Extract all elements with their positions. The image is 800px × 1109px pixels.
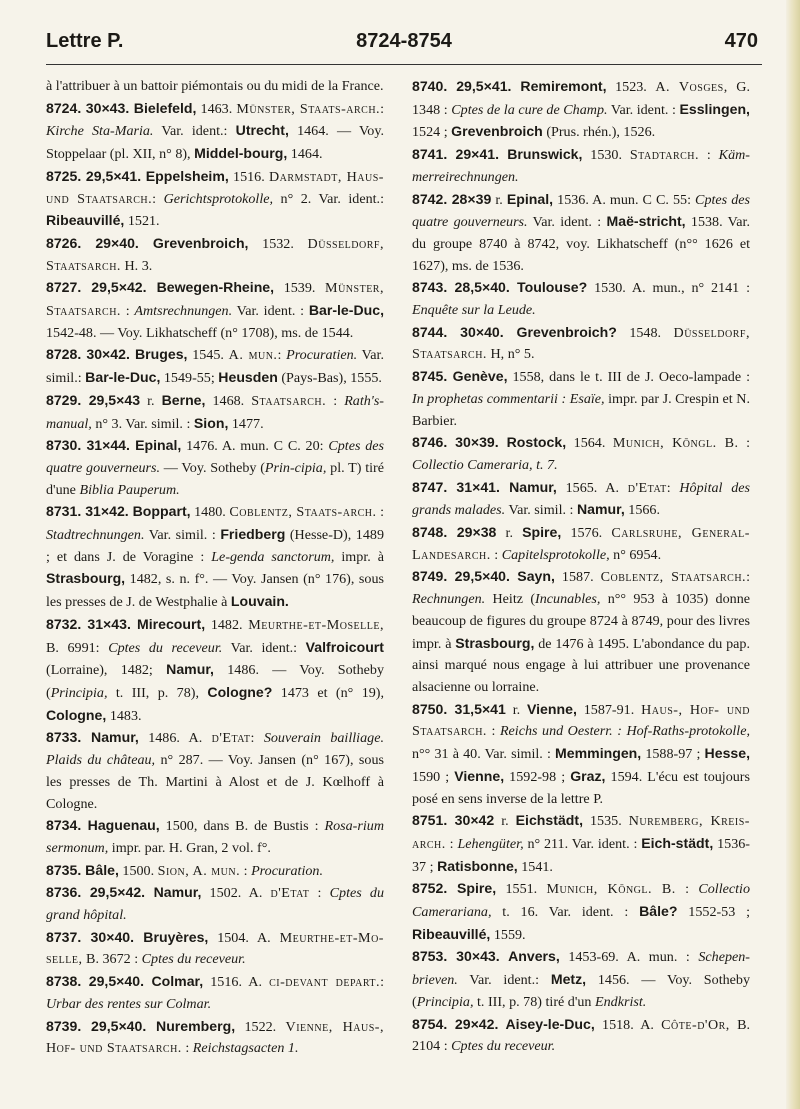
entry-bold-text: Hesse, bbox=[704, 745, 750, 762]
entry-smallcaps-text: Stadtarch. bbox=[629, 147, 700, 164]
entry-text: r. bbox=[505, 701, 527, 718]
entry-bold-text: 8731. 31×42. Boppart, bbox=[46, 503, 191, 520]
entry-text: 1523. bbox=[606, 79, 656, 95]
entry-text: (Hesse-D), 1489 ; et dans J. de Voragine : bbox=[46, 527, 384, 565]
entry-bold-text: Eich-städt, bbox=[641, 834, 714, 851]
entry-text: 1486. A. bbox=[138, 730, 212, 747]
entry-text: Var. ident. : bbox=[232, 303, 309, 320]
entry-text: Heitz ( bbox=[485, 591, 536, 608]
entry-italic-text: Collectio Camerariana, bbox=[412, 881, 751, 921]
entry-text: : bbox=[380, 100, 385, 117]
entry-bold-text: Cologne? bbox=[207, 683, 273, 700]
entry-text: 1559. bbox=[490, 926, 526, 943]
right-column bbox=[412, 76, 750, 1058]
entry-italic-text: Biblia Pauperum. bbox=[79, 481, 180, 498]
entry-text: 1587-91. bbox=[576, 701, 642, 718]
catalogue-entry bbox=[46, 927, 384, 971]
entry-text: n° 3. Var. simil. : bbox=[91, 415, 194, 432]
entry-bold-text: Epinal, bbox=[506, 190, 554, 207]
entry-text: 1468. bbox=[205, 392, 252, 409]
catalogue-entry bbox=[412, 477, 750, 522]
entry-smallcaps-text: Coblentz, Staatsarch. bbox=[600, 569, 747, 586]
entry-bold-text: 8725. 29,5×41. Eppelsheim, bbox=[46, 167, 229, 184]
entry-text: 1552-53 ; bbox=[677, 904, 750, 921]
entry-text: impr. par. H. Gran, 2 vol. f°. bbox=[108, 839, 271, 856]
entry-smallcaps-text: Vienne, Haus-, Hof- und Staatsarch. bbox=[46, 1018, 384, 1057]
entry-text: n° 211. Var. ident. : bbox=[523, 835, 642, 852]
entry-bold-text: Maë-stricht, bbox=[606, 213, 686, 230]
catalogue-entry bbox=[46, 614, 384, 728]
entry-text: : bbox=[250, 730, 264, 747]
entry-italic-text: Cptes du grand hôpital. bbox=[46, 885, 384, 924]
entry-text: t. III, p. 78), bbox=[107, 684, 208, 701]
entry-bold-text: Sion, bbox=[193, 414, 229, 431]
entry-bold-text: 8727. 29,5×42. Bewegen-Rheine, bbox=[46, 279, 275, 296]
entry-italic-text: Cptes de la cure de Champ. bbox=[451, 101, 608, 118]
entry-bold-text: Strasbourg, bbox=[455, 634, 535, 651]
catalogue-entry bbox=[412, 76, 750, 144]
entry-text: Var. simil. : bbox=[144, 527, 221, 544]
entry-text: t. 16. Var. ident. : bbox=[491, 904, 640, 921]
entry-text: Var. ident.: bbox=[457, 972, 551, 989]
entry-bold-text: Grevenbroich bbox=[451, 123, 543, 140]
entry-smallcaps-text: Munich, Kōngl. B. bbox=[612, 435, 739, 452]
entry-italic-text: Enquête sur la Leude. bbox=[412, 302, 536, 319]
entry-smallcaps-text: d'Etat bbox=[211, 730, 251, 747]
entry-text: 1524 ; bbox=[412, 124, 452, 141]
entry-bold-text: 8737. 30×40. Bruyères, bbox=[46, 928, 209, 945]
entry-bold-text: 8745. Genève, bbox=[412, 368, 508, 385]
entry-text: 1541. bbox=[517, 858, 553, 875]
entry-text: 1476. A. mun. C C. 20: bbox=[181, 438, 329, 455]
entry-bold-text: 8741. 29×41. Brunswick, bbox=[412, 146, 583, 163]
entry-italic-text: Collectio Cameraria, t. 7. bbox=[412, 456, 558, 473]
entry-text: 1545. bbox=[187, 347, 229, 364]
entry-bold-text: 8732. 31×43. Mirecourt, bbox=[46, 615, 206, 632]
entry-text: (Pays-Bas), 1555. bbox=[277, 370, 382, 387]
entry-text: 1530. A. mun., n° 2141 : bbox=[587, 280, 750, 297]
entry-bold-text: Friedberg bbox=[220, 526, 286, 543]
entry-text: 1594. L'écu est toujours posé en sens inverse de la lettre P. bbox=[412, 768, 750, 807]
entry-bold-text: 8724. 30×43. Bielefeld, bbox=[46, 99, 197, 116]
entry-smallcaps-text: Haus-, Hof- und Staatsarch. bbox=[412, 701, 750, 740]
entry-italic-text: In prophetas commentarii : Esaïe, bbox=[412, 390, 605, 407]
catalogue-entry bbox=[46, 727, 384, 815]
page-edge bbox=[786, 0, 800, 1109]
entry-smallcaps-text: Sion, A. mun. bbox=[157, 862, 241, 879]
entry-italic-text: Prin-cipia, bbox=[264, 459, 327, 476]
entry-text: 1521. bbox=[124, 213, 160, 230]
entry-bold-text: Graz, bbox=[570, 767, 606, 784]
entry-bold-text: Metz, bbox=[550, 971, 587, 988]
entry-text: 1483. bbox=[106, 707, 142, 724]
entry-bold-text: 8750. 31,5×41 bbox=[412, 700, 506, 717]
entry-text: : bbox=[445, 835, 458, 852]
entry-text: n°° 953 à 1035) donne beaucoup de figures du groupe 8724 à 8749, pour des livres impr. à bbox=[412, 591, 751, 652]
entry-text: 1530. bbox=[582, 147, 630, 164]
entry-text: r. bbox=[494, 813, 516, 830]
entry-bold-text: Memmingen, bbox=[555, 745, 642, 762]
entry-text: 1587. bbox=[554, 569, 601, 586]
entry-text: 1453-69. A. mun. : bbox=[559, 949, 699, 966]
entry-text: 1464. — Voy. Stoppelaar (pl. XII, n° 8), bbox=[46, 123, 385, 163]
entry-text: 1539. bbox=[274, 280, 326, 297]
entry-text: 1532. bbox=[248, 235, 308, 252]
entry-smallcaps-text: Meurthe-et-Moselle, bbox=[248, 616, 384, 633]
entry-bold-text: 8738. 29,5×40. Colmar, bbox=[46, 973, 204, 990]
entry-bold-text: Vienne, bbox=[527, 700, 577, 717]
catalogue-entry bbox=[46, 233, 384, 277]
entry-continuation bbox=[46, 76, 384, 98]
entry-smallcaps-text: d'Etat bbox=[270, 885, 310, 902]
entry-text: : bbox=[675, 881, 699, 898]
entry-text: B. 3672 : bbox=[82, 951, 142, 968]
entry-smallcaps-text: Düsseldorf, Staatsarch. bbox=[46, 235, 384, 274]
entry-text: de 1476 à 1495. L'abondance du pap. ainsi marqué nous engage à lui attribuer une provenance alsacienne ou lorraine. bbox=[412, 635, 750, 695]
entry-italic-text: Rosa-rium sermonum, bbox=[46, 818, 384, 856]
entry-bold-text: Namur, bbox=[166, 661, 214, 678]
entry-smallcaps-text: Munich, Kōngl. B. bbox=[546, 881, 676, 898]
catalogue-entry bbox=[412, 432, 750, 476]
entry-bold-text: 8726. 29×40. Grevenbroich, bbox=[46, 234, 249, 251]
entry-italic-text: Rechnungen. bbox=[412, 591, 486, 608]
entry-text: : bbox=[486, 723, 500, 740]
entry-bold-text: 8729. 29,5×43 bbox=[46, 391, 141, 408]
catalogue-entry bbox=[412, 322, 750, 366]
entry-text: Var. simil. : bbox=[505, 502, 577, 519]
entry-italic-text: Cptes des quatre gouverneurs. bbox=[46, 438, 384, 476]
entry-italic-text: Cptes du receveur. bbox=[108, 639, 223, 656]
entry-text: 1592-98 ; bbox=[504, 768, 571, 785]
entry-bold-text: 8736. 29,5×42. Namur, bbox=[46, 884, 202, 901]
entry-text: G. 1348 : bbox=[412, 79, 750, 118]
entry-text: 1516. bbox=[228, 168, 269, 185]
entry-text: : bbox=[380, 974, 384, 991]
entry-italic-text: Hôpital des grands malades. bbox=[412, 479, 750, 519]
entry-text: 1477. bbox=[228, 415, 264, 432]
entry-text: 1500. bbox=[118, 862, 158, 879]
entry-text: 1551. bbox=[496, 881, 547, 898]
entry-smallcaps-text: Staatsarch. bbox=[251, 392, 327, 409]
entry-text: : bbox=[152, 190, 164, 207]
entry-bold-text: 8739. 29,5×40. Nuremberg, bbox=[46, 1017, 236, 1034]
entry-italic-text: Le-genda sanctorum, bbox=[211, 548, 335, 565]
entry-bold-text: Eichstädt, bbox=[515, 812, 584, 829]
entry-text: — Voy. Sotheby ( bbox=[160, 459, 265, 476]
entry-text: 1518. A. bbox=[594, 1016, 662, 1033]
entry-smallcaps-text: Meurthe-et-Mo-selle, bbox=[46, 929, 384, 968]
page-number: 470 bbox=[724, 30, 758, 52]
entry-smallcaps-text: Münster, Staats-arch. bbox=[236, 100, 381, 117]
catalogue-entry bbox=[412, 946, 750, 1013]
entry-smallcaps-text: Darmstadt, Haus- und Staatsarch. bbox=[46, 168, 384, 207]
entry-text: Var. ident. : bbox=[527, 214, 607, 231]
entry-text: : bbox=[490, 546, 502, 563]
entry-text: 1538. Var. du groupe 8740 à 8742, voy. Likhatscheff (n°° 1626 et 1627), ms. de 1536. bbox=[412, 214, 750, 274]
entry-text: H. 3. bbox=[120, 257, 153, 274]
entry-bold-text: Bar-le-Duc, bbox=[85, 369, 161, 386]
entry-text: à l'attribuer à un battoir piémontais ou du midi de la France. bbox=[46, 78, 384, 94]
entry-text: 1486. — Voy. Sotheby ( bbox=[46, 662, 384, 701]
entry-text: 1464. bbox=[287, 146, 323, 163]
entry-smallcaps-text: Nuremberg, Kreis-arch. bbox=[412, 813, 750, 852]
entry-bold-text: Strasbourg, bbox=[46, 570, 126, 587]
catalogue-entry bbox=[46, 860, 384, 883]
entry-italic-text: Cptes du receveur. bbox=[141, 951, 246, 968]
entry-italic-text: Urbar des rentes sur Colmar. bbox=[46, 995, 212, 1012]
entry-italic-text: Reichs und Oesterr. : Hof-Raths-protokolle, bbox=[499, 723, 751, 740]
entry-bold-text: Esslingen, bbox=[679, 100, 750, 117]
entry-text: : bbox=[309, 885, 330, 902]
entry-italic-text: Principia, bbox=[416, 993, 474, 1010]
entry-bold-text: 8747. 31×41. Namur, bbox=[412, 478, 557, 495]
entry-bold-text: Vienne, bbox=[454, 767, 505, 784]
catalogue-entry bbox=[46, 98, 384, 166]
entry-bold-text: Ratisbonne, bbox=[437, 857, 518, 874]
catalogue-entry bbox=[46, 435, 384, 501]
catalogue-entry bbox=[412, 366, 750, 432]
entry-bold-text: Bâle? bbox=[639, 903, 678, 920]
entry-text: 1480. bbox=[190, 504, 230, 521]
entry-bold-text: Heusden bbox=[218, 369, 278, 386]
entry-text: 1482, s. n. f°. — Voy. Jansen (n° 176), sous les presses de J. de Westphalie à bbox=[46, 571, 384, 611]
entry-bold-text: Valfroicourt bbox=[305, 638, 384, 655]
catalogue-entry bbox=[46, 815, 384, 859]
left-column bbox=[46, 76, 384, 1060]
entry-text: : bbox=[666, 479, 680, 496]
entry-text: : bbox=[699, 147, 719, 164]
entry-text: 1535. bbox=[583, 813, 629, 830]
entry-italic-text: Stadtrechnungen. bbox=[46, 527, 145, 544]
entry-text: r. bbox=[491, 191, 507, 208]
entry-text: 1558, dans le t. III de J. Oeco-lampade : bbox=[507, 369, 751, 386]
entry-bold-text: 8752. Spire, bbox=[412, 880, 497, 897]
entry-italic-text: Procuration. bbox=[251, 862, 323, 879]
entry-bold-text: Ribeauvillé, bbox=[46, 212, 125, 229]
entry-bold-text: 8746. 30×39. Rostock, bbox=[412, 434, 567, 451]
entry-bold-text: 8743. 28,5×40. Toulouse? bbox=[412, 279, 588, 296]
entry-text: 1456. — Voy. Sotheby ( bbox=[412, 972, 751, 1010]
entry-text: n° 6954. bbox=[609, 546, 662, 563]
catalogue-entry bbox=[412, 810, 750, 878]
entry-text: : bbox=[746, 569, 750, 586]
entry-bold-text: 8753. 30×43. Anvers, bbox=[412, 948, 560, 965]
entry-smallcaps-text: Coblentz, Staats-arch. bbox=[229, 504, 377, 521]
entry-text: 1565. A. bbox=[556, 479, 628, 496]
entry-text: : bbox=[277, 347, 287, 364]
entry-italic-text: Amtsrechnungen. bbox=[134, 303, 233, 320]
catalogue-entry bbox=[46, 882, 384, 926]
catalogue-entry bbox=[412, 878, 750, 946]
entry-smallcaps-text: Côte-d'Or, bbox=[661, 1016, 730, 1033]
catalogue-entry bbox=[412, 277, 750, 321]
entry-smallcaps-text: A. mun. bbox=[228, 347, 278, 364]
entry-text: 1536. A. mun. C C. 55: bbox=[553, 191, 696, 208]
entry-text: (Prus. rhén.), 1526. bbox=[542, 124, 656, 141]
entry-bold-text: 8730. 31×44. Epinal, bbox=[46, 437, 182, 454]
entry-text: 1576. bbox=[561, 525, 612, 542]
entry-text: pl. T) tiré d'une bbox=[46, 459, 384, 498]
entry-italic-text: Cptes du receveur. bbox=[451, 1038, 556, 1055]
header-entry-range: 8724-8754 bbox=[356, 30, 452, 52]
entry-text: 1588-97 ; bbox=[641, 746, 705, 763]
entry-bold-text: Berne, bbox=[161, 391, 206, 408]
entry-italic-text: Endkrist. bbox=[595, 993, 647, 1010]
entry-italic-text: Käm-merreirechnungen. bbox=[412, 147, 750, 185]
entry-bold-text: 8734. Haguenau, bbox=[46, 817, 160, 834]
entry-bold-text: Utrecht, bbox=[235, 122, 289, 139]
entry-italic-text: Incunables, bbox=[535, 591, 601, 608]
entry-text: : bbox=[181, 1040, 193, 1057]
entry-text: 1473 et (n° 19), bbox=[272, 684, 385, 701]
entry-text: B. 2104 : bbox=[412, 1016, 750, 1055]
entry-text: 1590 ; bbox=[412, 768, 455, 785]
catalogue-entry bbox=[412, 566, 750, 698]
entry-text: n° 287. — Voy. Jansen (n° 167), sous les presses de Th. Martini à Alost et de J. Kœlhoff à Cologne. bbox=[46, 752, 384, 812]
entry-smallcaps-text: ci-devant depart. bbox=[269, 974, 381, 991]
entry-bold-text: 8754. 29×42. Aisey-le-Duc, bbox=[412, 1015, 595, 1032]
catalogue-entry bbox=[412, 699, 750, 811]
entry-bold-text: 8751. 30×42 bbox=[412, 812, 495, 829]
catalogue-entry bbox=[412, 1014, 750, 1058]
entry-text: 1566. bbox=[624, 502, 660, 519]
entry-text: : bbox=[738, 435, 750, 452]
catalogue-entry bbox=[412, 522, 750, 566]
entry-italic-text: Capitelsprotokolle, bbox=[501, 546, 610, 563]
entry-italic-text: Schepen-brieven. bbox=[412, 949, 750, 989]
entry-italic-text: Procuratien. bbox=[286, 347, 358, 364]
entry-italic-text: Reichstagsacten 1. bbox=[192, 1040, 299, 1057]
entry-bold-text: Middel-bourg, bbox=[194, 145, 288, 162]
entry-text: n° 2. Var. ident.: bbox=[273, 190, 384, 207]
entry-text: 1542-48. — Voy. Likhatscheff (n° 1708), ms. de 1544. bbox=[46, 324, 354, 341]
header-rule bbox=[46, 64, 762, 65]
entry-text: 1463. bbox=[196, 100, 237, 117]
entry-text: : bbox=[240, 862, 252, 879]
entry-bold-text: 8742. 28×39 bbox=[412, 190, 492, 207]
entry-smallcaps-text: Münster, Staatsarch. bbox=[46, 280, 384, 320]
catalogue-entry bbox=[46, 277, 384, 344]
entry-text: : bbox=[326, 392, 345, 409]
entry-text: : bbox=[376, 504, 384, 521]
entry-text: 1522. bbox=[235, 1018, 286, 1035]
entry-italic-text: Gerichtsprotokolle, bbox=[163, 190, 274, 207]
catalogue-entry bbox=[46, 390, 384, 435]
catalogue-entry bbox=[412, 144, 750, 188]
entry-italic-text: Cptes des quatre gouverneurs. bbox=[412, 191, 750, 231]
entry-text: r. bbox=[496, 525, 523, 542]
entry-text: H, n° 5. bbox=[486, 346, 535, 363]
entry-text: (Lorraine), 1482; bbox=[46, 662, 167, 679]
entry-bold-text: Namur, bbox=[576, 501, 625, 518]
entry-text: Var. ident.: bbox=[222, 639, 306, 656]
entry-bold-text: 8748. 29×38 bbox=[412, 524, 497, 541]
entry-bold-text: 8744. 30×40. Grevenbroich? bbox=[412, 323, 617, 340]
entry-smallcaps-text: d'Etat bbox=[627, 479, 667, 496]
entry-text: : bbox=[120, 303, 135, 320]
entry-smallcaps-text: Carlsruhe, General-Landesarch. bbox=[412, 525, 750, 563]
entry-text: 1516. A. bbox=[203, 974, 270, 991]
entry-text: 1549-55; bbox=[160, 370, 219, 387]
entry-text: impr. par J. Crespin et N. Barbier. bbox=[412, 390, 750, 429]
entry-italic-text: Souverain bailliage. Plaids du château, bbox=[46, 730, 384, 769]
entry-text: 1564. bbox=[566, 435, 613, 452]
entry-text: n°° 31 à 40. Var. simil. : bbox=[412, 746, 556, 763]
entry-text: 1536-37 ; bbox=[412, 835, 750, 875]
entry-text: Var. ident. : bbox=[607, 101, 680, 118]
entry-bold-text: 8728. 30×42. Bruges, bbox=[46, 346, 188, 363]
entry-text: Var. simil.: bbox=[46, 347, 384, 387]
entry-italic-text: Principia, bbox=[50, 684, 108, 701]
entry-text: 1500, dans B. de Bustis : bbox=[159, 818, 325, 835]
entry-bold-text: Bar-le-Duc, bbox=[308, 302, 384, 319]
entry-text: t. III, p. 78) tiré d'un bbox=[473, 993, 595, 1010]
entry-bold-text: 8740. 29,5×41. Remiremont, bbox=[412, 78, 607, 94]
entry-italic-text: Rath's-manual, bbox=[46, 392, 384, 432]
entry-text: Var. ident.: bbox=[153, 123, 236, 140]
entry-text: r. bbox=[140, 392, 162, 409]
entry-bold-text: Spire, bbox=[522, 524, 562, 541]
entry-text: 1504. A. bbox=[208, 929, 280, 946]
catalogue-entry bbox=[46, 166, 384, 233]
entry-bold-text: 8749. 29,5×40. Sayn, bbox=[412, 568, 555, 585]
entry-text: 1548. bbox=[616, 324, 674, 341]
entry-text: B. 6991: bbox=[46, 639, 109, 656]
entry-bold-text: Cologne, bbox=[46, 706, 107, 723]
entry-bold-text: Ribeauvillé, bbox=[412, 925, 491, 942]
entry-bold-text: Louvain. bbox=[230, 593, 289, 610]
entry-italic-text: Kirche Sta-Maria. bbox=[46, 123, 154, 140]
entry-bold-text: 8735. Bâle, bbox=[46, 861, 119, 878]
entry-italic-text: Lehengüter, bbox=[457, 835, 524, 852]
catalogue-entry bbox=[46, 501, 384, 614]
entry-smallcaps-text: Düsseldorf, Staatsarch. bbox=[412, 324, 750, 363]
catalogue-entry bbox=[46, 344, 384, 389]
entry-text: 1482. bbox=[205, 616, 249, 633]
entry-text: 1502. A. bbox=[201, 885, 271, 902]
entry-smallcaps-text: A. Vosges, bbox=[655, 79, 728, 95]
catalogue-entry bbox=[46, 971, 384, 1015]
catalogue-entry bbox=[46, 1016, 384, 1060]
entry-bold-text: 8733. Namur, bbox=[46, 729, 139, 746]
running-header bbox=[46, 24, 762, 58]
catalogue-entry bbox=[412, 189, 750, 278]
header-section-title: Lettre P. bbox=[46, 30, 124, 52]
entry-text: impr. à bbox=[334, 548, 384, 565]
